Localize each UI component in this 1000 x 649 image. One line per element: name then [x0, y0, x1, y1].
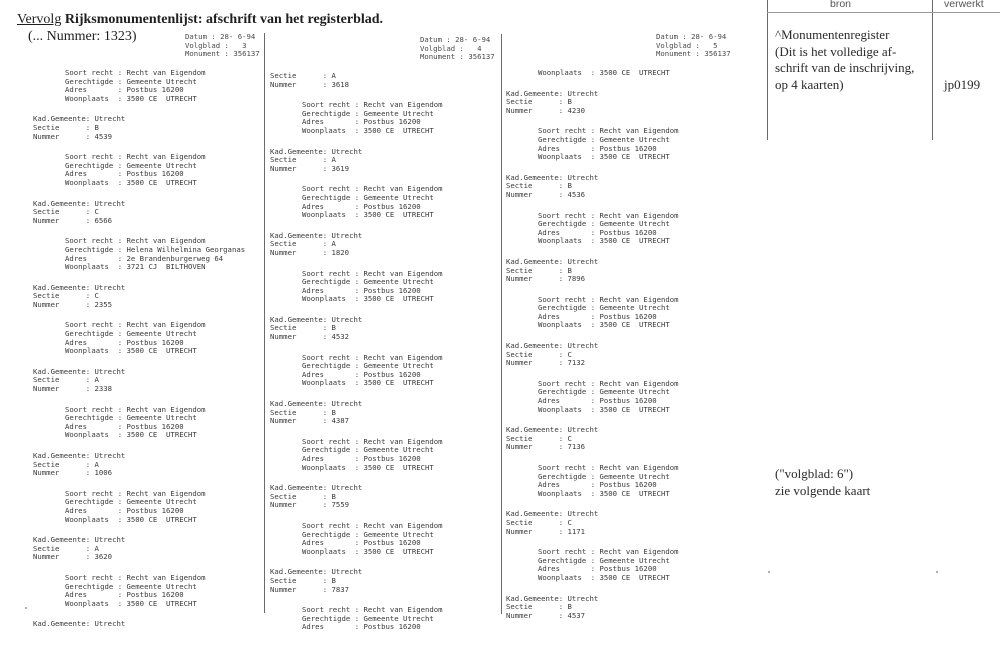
register-line: Sectie : A — [33, 543, 99, 553]
register-line: Adres : Postbus 16200 — [538, 143, 657, 153]
register-line: Sectie : B — [270, 407, 336, 417]
register-line: Adres : Postbus 16200 — [65, 337, 184, 347]
table-column-divider — [932, 0, 933, 140]
register-line: Nummer : 7559 — [270, 500, 350, 510]
register-line: Soort recht : Recht van Eigendom — [302, 100, 443, 110]
register-line: Nummer : 4537 — [506, 610, 586, 620]
card-meta-4: Datum : 28- 6-94 Volgblad : 4 Monument : 356137 — [420, 35, 495, 62]
register-line: Adres : Postbus 16200 — [302, 201, 421, 211]
register-line: Woonplaats : 3500 CE UTRECHT — [302, 462, 434, 472]
register-line: Nummer : 6566 — [33, 215, 113, 225]
register-line: Soort recht : Recht van Eigendom — [65, 68, 206, 77]
register-line: Soort recht : Recht van Eigendom — [65, 320, 206, 330]
register-line: Kad.Gemeente: Utrecht — [33, 198, 126, 208]
continuation-note-line: zie volgende kaart — [775, 482, 871, 498]
register-line: Soort recht : Recht van Eigendom — [302, 436, 443, 446]
register-line: Soort recht : Recht van Eigendom — [65, 572, 206, 582]
register-line: Sectie : A — [33, 375, 99, 385]
register-line: Kad.Gemeente: Utrecht — [506, 172, 599, 182]
entry-spacer — [270, 426, 443, 438]
register-line: Nummer : 4532 — [270, 332, 350, 342]
bron-note-line: schrift van de inschrijving, — [775, 60, 915, 75]
scan-speck — [25, 607, 27, 609]
register-line: Woonplaats : 3500 CE UTRECHT — [65, 346, 197, 356]
register-line: Gerechtigde : Gemeente Utrecht — [65, 76, 197, 86]
register-line: Nummer : 2338 — [33, 384, 113, 394]
column-header-bron: bron — [830, 0, 852, 10]
register-line: Adres : Postbus 16200 — [302, 369, 421, 379]
entry-spacer — [270, 136, 443, 148]
entry-spacer — [270, 220, 443, 232]
continuation-note — [775, 466, 870, 499]
register-line: Kad.Gemeente: Utrecht — [270, 567, 363, 577]
register-line: Adres : Postbus 16200 — [65, 590, 184, 600]
register-line: Nummer : 7896 — [506, 274, 586, 284]
register-line: Gerechtigde : Gemeente Utrecht — [302, 445, 434, 455]
register-line: Kad.Gemeente: Utrecht — [270, 146, 363, 156]
register-line: Kad.Gemeente: Utrecht — [33, 619, 126, 629]
entry-spacer — [506, 78, 679, 90]
register-line: Sectie : B — [270, 575, 336, 585]
register-line: Soort recht : Recht van Eigendom — [302, 605, 443, 615]
register-line: Woonplaats : 3500 CE UTRECHT — [65, 93, 197, 103]
register-line: Gerechtigde : Gemeente Utrecht — [538, 134, 670, 144]
register-column-card-5 — [506, 69, 679, 620]
register-line: Kad.Gemeente: Utrecht — [33, 282, 126, 292]
register-line: Kad.Gemeente: Utrecht — [270, 483, 363, 493]
card-meta-5: Datum : 28- 6-94 Volgblad : 5 Monument : 356137 — [656, 32, 731, 59]
register-line: Sectie : A — [33, 459, 99, 469]
bron-note-line: (Dit is het volledige af- — [775, 43, 897, 59]
register-line: Gerechtigde : Gemeente Utrecht — [302, 108, 434, 118]
register-line: Adres : Postbus 16200 — [538, 564, 657, 574]
register-line: Gerechtigde : Gemeente Utrecht — [65, 581, 197, 591]
register-line: Gerechtigde : Gemeente Utrecht — [302, 613, 434, 623]
register-line: Adres : Postbus 16200 — [302, 538, 421, 548]
entry-spacer — [506, 284, 679, 296]
register-line: Woonplaats : 3500 CE UTRECHT — [302, 210, 434, 220]
register-line: Kad.Gemeente: Utrecht — [506, 425, 599, 435]
register-line: Woonplaats : 3500 CE UTRECHT — [65, 514, 197, 524]
register-line: Sectie : B — [506, 181, 572, 191]
register-line: Woonplaats : 3500 CE UTRECHT — [538, 320, 670, 330]
table-header-rule — [767, 12, 1000, 13]
register-line: Woonplaats : 3500 CE UTRECHT — [65, 430, 197, 440]
register-line: Adres : Postbus 16200 — [538, 480, 657, 490]
card-divider-2 — [501, 34, 502, 614]
register-line: Soort recht : Recht van Eigendom — [302, 184, 443, 194]
register-line: Gerechtigde : Gemeente Utrecht — [302, 277, 434, 287]
register-line: Sectie : C — [33, 207, 99, 217]
register-line: Sectie : A — [270, 239, 336, 249]
entry-spacer — [33, 478, 245, 490]
register-line: Sectie : B — [33, 122, 99, 132]
register-line: Soort recht : Recht van Eigendom — [65, 236, 206, 246]
scan-speck — [936, 571, 938, 573]
register-line: Soort recht : Recht van Eigendom — [302, 268, 443, 278]
register-line: Woonplaats : 3500 CE UTRECHT — [538, 68, 670, 77]
register-line: Nummer : 4539 — [33, 131, 113, 141]
register-line: Woonplaats : 3500 CE UTRECHT — [65, 177, 197, 187]
register-line: Kad.Gemeente: Utrecht — [33, 535, 126, 545]
register-line: Sectie : A — [270, 155, 336, 165]
register-line: Kad.Gemeente: Utrecht — [506, 593, 599, 603]
register-line: Adres : Postbus 16200 — [302, 454, 421, 463]
register-line: Sectie : C — [33, 291, 99, 301]
entry-spacer — [506, 200, 679, 212]
register-line: Gerechtigde : Gemeente Utrecht — [538, 219, 670, 229]
register-line: Nummer : 1820 — [270, 247, 350, 257]
register-line: Kad.Gemeente: Utrecht — [270, 230, 363, 240]
entry-spacer — [506, 162, 679, 174]
register-line: Sectie : B — [506, 97, 572, 107]
register-line: Nummer : 4230 — [506, 105, 586, 115]
register-line: Woonplaats : 3721 CJ BILTHOVEN — [65, 262, 206, 272]
register-line: Nummer : 1006 — [33, 468, 113, 478]
register-line: Woonplaats : 3500 CE UTRECHT — [538, 488, 670, 498]
register-line: Soort recht : Recht van Eigendom — [538, 210, 679, 220]
heading-title: Rijksmonumentenlijst: afschrift van het registerblad. — [64, 12, 384, 27]
register-line: Adres : Postbus 16200 — [538, 227, 657, 237]
register-line: Soort recht : Recht van Eigendom — [538, 126, 679, 136]
register-line: Woonplaats : 3500 CE UTRECHT — [538, 404, 670, 414]
register-line: Adres : Postbus 16200 — [302, 117, 421, 127]
register-line: Kad.Gemeente: Utrecht — [270, 399, 363, 409]
register-line: Woonplaats : 3500 CE UTRECHT — [538, 152, 670, 162]
register-line: Adres : 2e Brandenburgerweg 64 — [65, 253, 224, 263]
register-line: Soort recht : Recht van Eigendom — [538, 378, 679, 388]
register-line: Sectie : C — [506, 517, 572, 527]
register-line: Soort recht : Recht van Eigendom — [302, 352, 443, 362]
register-line: Sectie : B — [506, 265, 572, 275]
register-line: Gerechtigde : Gemeente Utrecht — [538, 303, 670, 313]
register-line: Nummer : 2355 — [33, 299, 113, 309]
register-line: Soort recht : Recht van Eigendom — [65, 404, 206, 414]
register-line: Gerechtigde : Gemeente Utrecht — [302, 192, 434, 202]
card-divider-1 — [264, 33, 265, 613]
register-line: Adres : Postbus 16200 — [538, 396, 657, 406]
register-line: Sectie : B — [270, 491, 336, 501]
register-line: Soort recht : Recht van Eigendom — [65, 152, 206, 162]
register-line: Gerechtigde : Gemeente Utrecht — [538, 387, 670, 397]
register-line: Woonplaats : 3500 CE UTRECHT — [538, 236, 670, 246]
bron-note-line: op 4 kaarten) — [775, 76, 844, 92]
register-line: Nummer : 4387 — [270, 416, 350, 426]
entry-spacer — [33, 272, 245, 284]
register-line: Nummer : 7837 — [270, 584, 350, 594]
register-line: Soort recht : Recht van Eigendom — [538, 547, 679, 557]
register-line: Kad.Gemeente: Utrecht — [506, 509, 599, 519]
register-line: Gerechtigde : Gemeente Utrecht — [65, 329, 197, 339]
register-line: Nummer : 3620 — [33, 552, 113, 562]
register-line: Kad.Gemeente: Utrecht — [506, 341, 599, 351]
register-line: Adres : Postbus 16200 — [65, 169, 184, 179]
heading-vervolg: Vervolg — [17, 12, 62, 27]
register-line: Gerechtigde : Gemeente Utrecht — [65, 497, 197, 507]
register-line: Woonplaats : 3500 CE UTRECHT — [538, 572, 670, 582]
entry-spacer — [506, 583, 679, 595]
register-line: Soort recht : Recht van Eigendom — [538, 294, 679, 304]
entry-spacer — [270, 342, 443, 354]
register-line: Gerechtigde : Gemeente Utrecht — [302, 529, 434, 539]
register-line: Soort recht : Recht van Eigendom — [538, 463, 679, 472]
register-line: Woonplaats : 3500 CE UTRECHT — [65, 598, 197, 608]
register-line: Kad.Gemeente: Utrecht — [33, 366, 126, 376]
entry-spacer — [33, 188, 245, 200]
register-line: Gerechtigde : Gemeente Utrecht — [538, 471, 670, 481]
register-line: Adres : Postbus 16200 — [538, 311, 657, 321]
register-line: Gerechtigde : Gemeente Utrecht — [302, 361, 434, 371]
register-line: Kad.Gemeente: Utrecht — [270, 314, 363, 324]
register-line: Adres : Postbus 16200 — [65, 421, 184, 431]
register-line: Kad.Gemeente: Utrecht — [33, 451, 126, 460]
column-header-verwerkt: verwerkt — [944, 0, 984, 10]
bron-note — [775, 27, 914, 93]
register-column-card-3 — [33, 69, 245, 629]
register-line: Sectie : A — [270, 71, 336, 80]
verwerkt-value: jp0199 — [944, 77, 981, 92]
register-line: Soort recht : Recht van Eigendom — [302, 520, 443, 530]
entry-spacer — [33, 394, 245, 406]
register-line: Woonplaats : 3500 CE UTRECHT — [302, 294, 434, 304]
card-meta-3: Datum : 28- 6-94 Volgblad : 3 Monument : 356137 — [185, 32, 260, 59]
register-line: Nummer : 4536 — [506, 189, 586, 199]
register-line: Soort recht : Recht van Eigendom — [65, 488, 206, 498]
register-line: Gerechtigde : Gemeente Utrecht — [538, 555, 670, 565]
register-line: Sectie : C — [506, 349, 572, 359]
register-line: Adres : Postbus 16200 — [65, 85, 184, 95]
register-line: Woonplaats : 3500 CE UTRECHT — [302, 125, 434, 135]
register-line: Adres : Postbus 16200 — [302, 285, 421, 295]
register-column-card-4 — [270, 72, 443, 632]
register-line: Kad.Gemeente: Utrecht — [506, 88, 599, 98]
table-left-border — [767, 0, 768, 140]
register-line: Woonplaats : 3500 CE UTRECHT — [302, 546, 434, 556]
register-line: Kad.Gemeente: Utrecht — [33, 114, 126, 124]
register-line: Kad.Gemeente: Utrecht — [506, 256, 599, 266]
page-heading — [17, 12, 383, 28]
register-line: Sectie : B — [506, 602, 572, 612]
bron-note-line: ^Monumentenregister — [775, 27, 890, 42]
register-line: Gerechtigde : Gemeente Utrecht — [65, 160, 197, 170]
register-line: Sectie : B — [270, 323, 336, 333]
register-line: Nummer : 3619 — [270, 163, 350, 173]
register-line: Gerechtigde : Gemeente Utrecht — [65, 413, 197, 423]
continuation-note-line: ("volgblad: 6") — [775, 466, 854, 481]
register-line: Adres : Postbus 16200 — [302, 622, 421, 632]
register-line: Nummer : 3618 — [270, 79, 350, 89]
scan-speck — [768, 571, 770, 573]
entry-spacer — [270, 258, 443, 270]
register-line: Sectie : C — [506, 433, 572, 443]
register-line: Nummer : 1171 — [506, 526, 586, 536]
record-number: (... Nummer: 1323) — [28, 29, 137, 44]
register-line: Gerechtigde : Helena Wilhelmina Georganas — [65, 244, 246, 254]
register-line: Woonplaats : 3500 CE UTRECHT — [302, 378, 434, 388]
register-line: Adres : Postbus 16200 — [65, 505, 184, 515]
register-line: Nummer : 7132 — [506, 358, 586, 368]
register-line: Nummer : 7136 — [506, 442, 586, 452]
